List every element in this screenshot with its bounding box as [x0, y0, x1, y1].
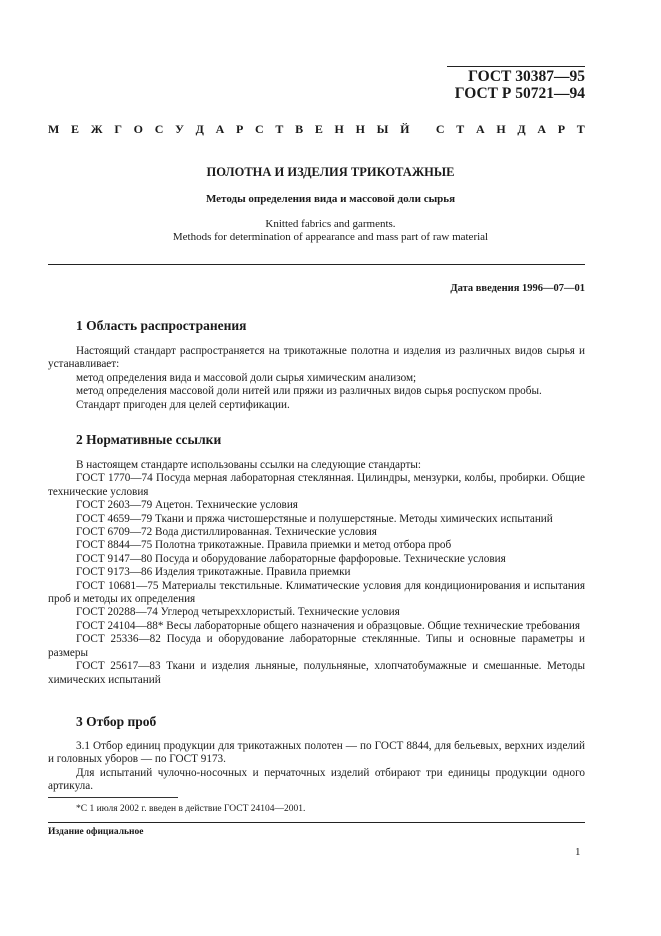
banner-letter: Т — [456, 122, 465, 136]
reference-item: ГОСТ 8844—75 Полотна трикотажные. Правила приемки и метод отбора проб — [76, 539, 452, 552]
paragraph: Для испытаний чулочно-носочных и перчаточных изделий отбирают три единицы продукции одного артикула. — [48, 766, 585, 793]
banner-letter: Н — [334, 122, 344, 136]
gost-code-block — [447, 66, 585, 102]
banner-letter: Т — [275, 122, 284, 136]
banner-letter: В — [295, 122, 304, 136]
title-divider — [48, 264, 585, 265]
reference-item: ГОСТ 1770—74 Посуда мерная лабораторная стеклянная. Цилиндры, мензурки, колбы, пробирки. Общие технические условия — [48, 472, 585, 498]
document-title: ПОЛОТНА И ИЗДЕЛИЯ ТРИКОТАЖНЫЕ — [206, 165, 455, 179]
paragraph: Стандарт пригоден для целей сертификации. — [76, 398, 290, 411]
english-title — [0, 218, 661, 244]
reference-item: ГОСТ 9173—86 Изделия трикотажные. Правила приемки — [76, 566, 351, 579]
banner-letter: С — [255, 122, 264, 136]
banner-letter — [421, 122, 424, 137]
banner-letter: Й — [400, 122, 410, 136]
page-number: 1 — [575, 846, 581, 858]
paragraph: 3.1 Отбор единиц продукции для трикотажных полотен — по ГОСТ 8844, для бельевых, верхних изделий и головных уборов — по ГОСТ 9173. — [48, 740, 585, 766]
banner-letter: Ж — [90, 122, 103, 136]
document-subtitle: Методы определения вида и массовой доли сырья — [205, 193, 456, 205]
paragraph: метод определения массовой доли нитей или пряжи из различных видов сырья роспуском пробы. — [76, 385, 542, 398]
reference-item: ГОСТ 10681—75 Материалы текстильные. Климатические условия для кондиционирования и испытания проб и методы их определения — [48, 579, 585, 606]
edition-divider — [48, 822, 585, 823]
banner-letter: У — [175, 122, 184, 136]
reference-item: ГОСТ 4659—79 Ткани и пряжа чистошерстяные и полушерстяные. Методы химических испытаний — [76, 512, 553, 525]
banner-letter: М — [48, 122, 60, 136]
section-3-body — [48, 740, 585, 794]
introduction-date: Дата введения 1996—07—01 — [450, 283, 585, 294]
edition-label: Издание официальное — [48, 827, 144, 837]
interstate-standard-banner — [48, 122, 585, 137]
reference-item: ГОСТ 9147—80 Посуда и оборудование лабораторные фарфоровые. Технические условия — [76, 552, 506, 565]
banner-letter: Н — [355, 122, 365, 136]
banner-letter: Т — [576, 122, 585, 136]
banner-letter: Р — [557, 122, 566, 136]
reference-item: ГОСТ 24104—88* Весы лабораторные общего назначения и образцовые. Общие технические требования — [76, 619, 580, 632]
paragraph: В настоящем стандарте использованы ссылки на следующие стандарты: — [76, 459, 421, 471]
section-1-heading: 1 Область распространения — [76, 318, 247, 333]
banner-letter: А — [215, 122, 225, 136]
banner-letter: Е — [314, 122, 323, 136]
banner-letter: Р — [235, 122, 244, 136]
section-2-body — [48, 459, 585, 687]
banner-letter: Д — [517, 122, 526, 136]
reference-item: ГОСТ 20288—74 Углерод четыреххлористый. Технические условия — [76, 606, 400, 619]
section-1-body — [48, 345, 585, 412]
banner-letter: Е — [71, 122, 80, 136]
section-3-heading: 3 Отбор проб — [76, 714, 157, 729]
english-title-line-1: Knitted fabrics and garments. — [265, 218, 396, 230]
banner-letter: Ы — [376, 122, 389, 136]
banner-letter: Н — [496, 122, 506, 136]
banner-letter: Д — [195, 122, 204, 136]
banner-letter: А — [537, 122, 547, 136]
reference-item: ГОСТ 6709—72 Вода дистиллированная. Технические условия — [76, 526, 377, 539]
footnote-divider — [48, 797, 178, 798]
footnote: *С 1 июля 2002 г. введен в действие ГОСТ 24104—2001. — [76, 804, 306, 814]
section-2-heading: 2 Нормативные ссылки — [76, 432, 222, 447]
banner-letter: А — [475, 122, 485, 136]
banner-letter: Г — [114, 122, 122, 136]
gost-code-primary: ГОСТ 30387—95 — [447, 66, 585, 85]
gost-code-secondary: ГОСТ Р 50721—94 — [454, 85, 585, 102]
banner-letter: С — [154, 122, 164, 136]
banner-letter: О — [133, 122, 144, 136]
reference-item: ГОСТ 2603—79 Ацетон. Технические условия — [76, 499, 298, 512]
paragraph: Настоящий стандарт распространяется на трикотажные полотна и изделия из различных видов сырья и устанавливает: — [48, 345, 585, 371]
paragraph: метод определения вида и массовой доли сырья химическим анализом; — [76, 371, 417, 384]
english-title-line-2: Methods for determination of appearance and mass part of raw material — [172, 231, 489, 243]
reference-item: ГОСТ 25336—82 Посуда и оборудование лабораторные стеклянные. Типы и основные параметры и размеры — [48, 633, 585, 659]
banner-letter: С — [435, 122, 445, 136]
reference-item: ГОСТ 25617—83 Ткани и изделия льняные, полульняные, хлопчатобумажные и смешанные. Методы химических испытаний — [48, 660, 585, 686]
